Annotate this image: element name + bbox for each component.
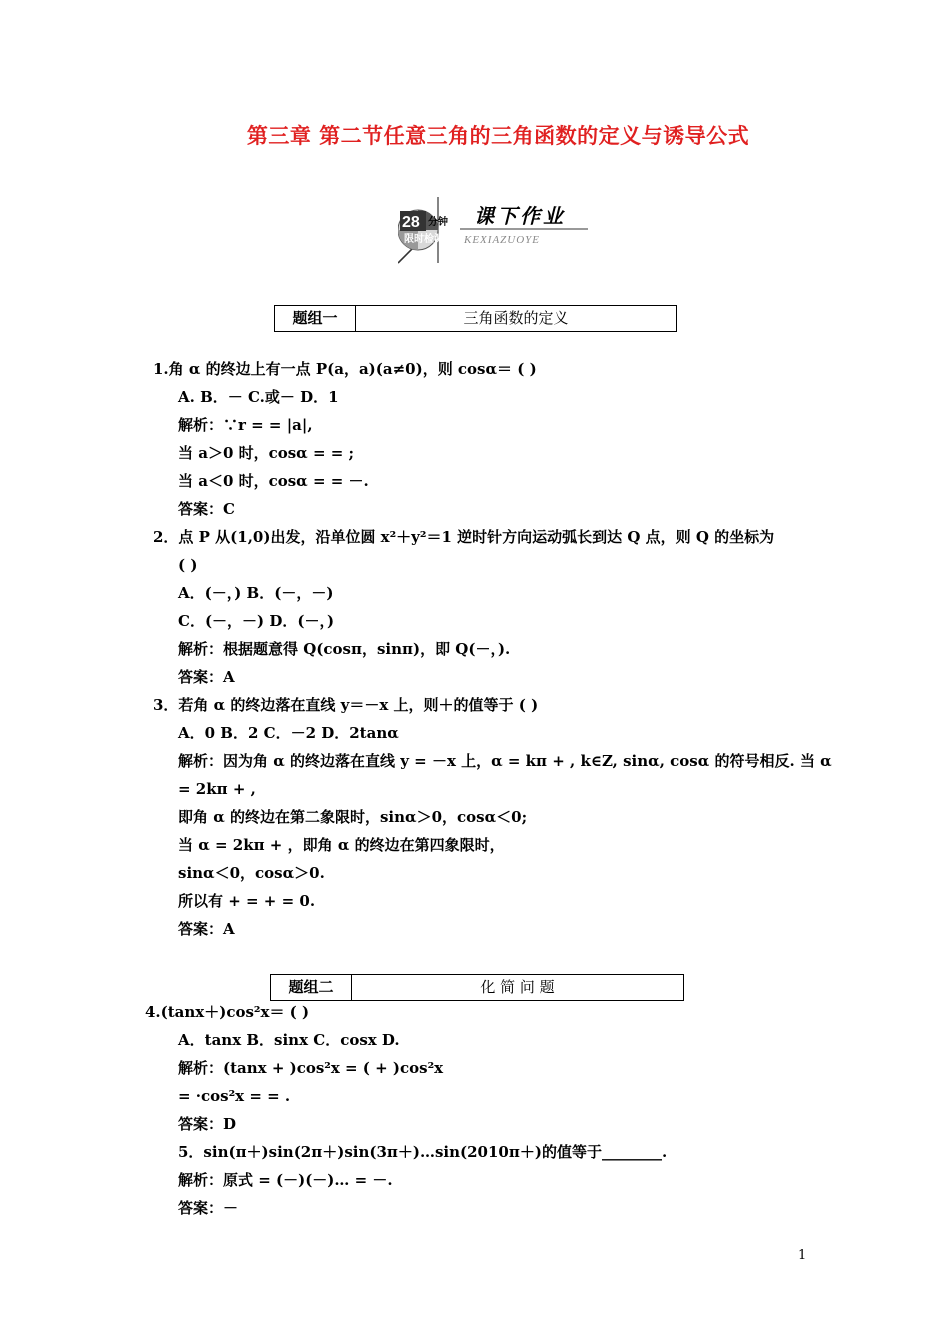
logo-banner: [398, 193, 598, 267]
text-line: 所以有 + = + = 0.: [178, 892, 316, 910]
text-line: A．0 B．2 C．－2 D．2tanα: [178, 724, 399, 742]
page-title: 第三章 第二节任意三角的三角函数的定义与诱导公式: [246, 123, 750, 148]
text-line: A．(－，) B．(－，－): [178, 584, 334, 602]
text-line: 解析：原式 = (－)(－)… = －.: [178, 1171, 393, 1189]
text-line: 解析：∵r = = |a|,: [178, 416, 313, 434]
text-line: 解析：(tanx + )cos²x = ( + )cos²x: [178, 1059, 444, 1077]
text-line: 即角 α 的终边在第二象限时，sinα＞0，cosα＜0;: [178, 808, 528, 826]
text-line: 解析：根据题意得 Q(cosπ，sinπ)，即 Q(－，).: [178, 640, 511, 658]
text-line: 1.角 α 的终边上有一点 P(a，a)(a≠0)，则 cosα＝ ( ): [153, 360, 537, 378]
text-line: 5．sin(π＋)sin(2π＋)sin(3π＋)…sin(2010π＋)的值等于________.: [178, 1143, 668, 1161]
logo-heading: 课下作业: [474, 204, 566, 228]
text-line: = 2kπ + ,: [178, 780, 256, 798]
text-line: ( ): [178, 556, 198, 574]
group-name: 三角函数的定义: [463, 309, 569, 327]
group-label: 题组二: [271, 975, 352, 1000]
logo-subtitle: 限时检测: [404, 234, 444, 245]
text-line: 答案：A: [178, 920, 235, 938]
logo-pinyin: KEXIAZUOYE: [464, 234, 540, 246]
text-line: 2．点 P 从(1,0)出发，沿单位圆 x²＋y²＝1 逆时针方向运动弧长到达 Q 点，则 Q 的坐标为: [153, 528, 775, 546]
text-line: 当 a＞0 时，cosα = = ;: [178, 444, 355, 462]
group-name: 化 简 问 题: [480, 978, 555, 996]
page-number: 1: [798, 1248, 807, 1263]
group-header-1: [274, 305, 677, 332]
text-line: A. B．－ C.或－ D．1: [178, 388, 339, 406]
text-line: 答案：D: [178, 1115, 237, 1133]
text-line: sinα＜0，cosα＞0.: [178, 864, 325, 882]
text-line: = ·cos²x = = .: [178, 1087, 291, 1105]
text-line: 解析：因为角 α 的终边落在直线 y = －x 上，α = kπ + , k∈Z, sinα, cosα 的符号相反. 当 α: [178, 752, 832, 770]
text-line: 答案：C: [178, 500, 235, 518]
text-line: C．(－，－) D．(－，): [178, 612, 335, 630]
group-header-2: [270, 974, 684, 1001]
text-line: 当 α = 2kπ + ，即角 α 的终边在第四象限时，: [178, 836, 505, 854]
logo-number: 28: [402, 214, 420, 231]
text-line: 3．若角 α 的终边落在直线 y＝－x 上，则＋的值等于 ( ): [153, 696, 539, 714]
text-line: 4.(tanx＋)cos²x＝ ( ): [145, 1003, 310, 1021]
group-label: 题组一: [275, 306, 356, 331]
text-line: 当 a＜0 时，cosα = = －.: [178, 472, 369, 490]
text-line: A．tanx B．sinx C．cosx D.: [178, 1031, 400, 1049]
text-line: 答案：－: [178, 1199, 239, 1217]
text-line: 答案：A: [178, 668, 235, 686]
logo-unit: 分钟: [428, 217, 448, 228]
